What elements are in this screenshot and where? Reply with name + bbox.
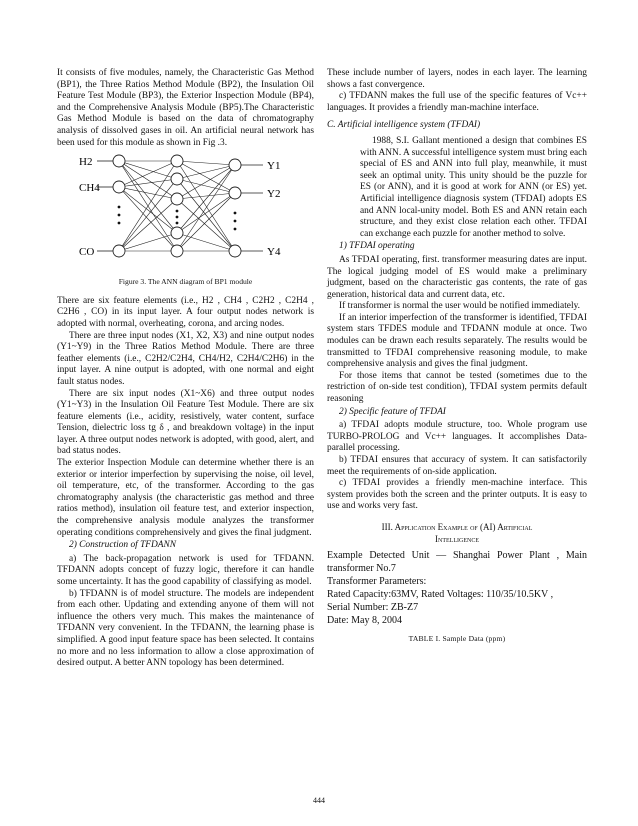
transformer-parameters: Transformer Parameters:: [327, 575, 427, 587]
connection-line: [177, 161, 235, 251]
right-column: [327, 68, 587, 645]
paragraph: It consists of five modules, namely, the Characteristic Gas Method (BP1), the Three Ratios Method Module (BP2), the Insulation Oil Feature Test Module (BP3), the Exterior Inspection Module (BP4), and the Comprehensive Analysis Module (BP5).The Characteristic Gas Method Module is based on the data of chromatography analysis of dissolved gases in oil. An artificial neural network has been used for this module as shown in Fig .3.: [57, 68, 314, 148]
paragraph: For those items that cannot be tested (sometimes due to the restriction of on-side test condition), TFDAI system permits default reasoning: [327, 370, 587, 405]
subsection-heading: 1) TFDAI operating: [339, 241, 415, 252]
ellipsis-dot: [118, 222, 121, 225]
ellipsis-dot: [118, 206, 121, 209]
paragraph: b) TFDAI ensures that accuracy of system. It can satisfactorily meet the requirements of on-side application.: [327, 455, 587, 477]
input-label-h2: H2: [79, 156, 93, 169]
input-label-ch4: CH4: [79, 182, 100, 195]
rated-capacity: Rated Capacity:63MV, Rated Voltages: 110/35/10.5KV ,: [327, 588, 554, 600]
date: Date: May 8, 2004: [327, 614, 402, 626]
paragraph: c) TFDANN makes the full use of the specific features of Vc++ languages. It provides a friendly man-machine interface.: [327, 91, 587, 113]
input-label-co: CO: [79, 246, 95, 259]
figure-3: [57, 149, 314, 272]
input-node: [113, 181, 125, 193]
paragraph: There are six input nodes (X1~X6) and three output nodes (Y1~Y3) in the Insulation Oil Feature Test Module. There are six feature elements (i.e., acidity, resistively, water content, surface Tension, dielectric loss tg δ , and breakdown voltage) in the input layer. A three output nodes network is adopted, with good, alert, and bad status nodes.: [57, 388, 314, 457]
example-unit: Example Detected Unit — Shanghai Power Plant , Main transformer No.7: [327, 549, 587, 574]
serial-number: Serial Number: ZB-Z7: [327, 601, 419, 613]
connection-line: [177, 165, 235, 251]
paragraph: The exterior Inspection Module can determine whether there is an exterior or interior imperfection by supervising the noise, oil level, oil temperature, etc, of the transformer. According to the gas chromatography analysis (the characteristic gas method and three ratios method), insulation oil feature test, and exterior inspection, the comprehensive analysis module analyzes the transformer operating conditions comprehensively and gives the final judgment.: [57, 458, 314, 538]
table-caption: TABLE I. Sample Data (ppm): [408, 633, 506, 643]
paragraph: a) The back-propagation network is used for TFDANN. TFDANN adopts concept of fuzzy logic, therefore it can handle some uncertainty. It has the good capability of classifying as model.: [57, 553, 314, 587]
section-heading: C. Artificial intelligence system (TFDAI): [327, 120, 481, 131]
paragraph: c) TFDAI provides a friendly men-machine interface. This system provides both the screen and the printer outputs. It is easy to use and works very fast.: [327, 478, 587, 512]
ellipsis-dot: [176, 222, 179, 225]
figure-caption: Figure 3. The ANN diagram of BP1 module: [118, 277, 253, 287]
connection-line: [177, 179, 235, 193]
subsection-heading: 2) Specific feature of TFDAI: [339, 406, 446, 417]
section-iii-line1: III. Application Example of (AI) Artificial: [381, 521, 533, 532]
ellipsis-dot: [118, 214, 121, 217]
paragraph: If transformer is normal the user would be notified immediately.: [339, 301, 580, 312]
ellipsis-dot: [234, 228, 237, 231]
ellipsis-dot: [176, 216, 179, 219]
output-label-y2: Y2: [267, 188, 281, 201]
hidden-node: [171, 173, 183, 185]
page-number: 444: [313, 796, 325, 805]
ellipsis-dot: [176, 210, 179, 213]
connection-line: [119, 187, 177, 233]
hidden-node: [171, 245, 183, 257]
paragraph: b) TFDANN is of model structure. The models are independent from each other. Updating and extending anyone of them will not influence the others very much. This makes the maintenance of TFDANN very convenient. In the TFDANN, the learning phase is simplified. A good input feature space has been selected. It contains no more and no less information to allow a close approximation of desired output. A better ANN topology has been determined.: [57, 588, 314, 669]
hidden-node: [171, 155, 183, 167]
subsection-heading: 2) Construction of TFDANN: [69, 540, 177, 551]
paragraph: If an interior imperfection of the transformer is identified, TFDAI system stars TFDES module and TFDANN module at once. Two modules can be drawn each results separately. The results would be transmitted to TFDAI comprehensive reasoning module, to make comprehensive analysis and gives the final judgment.: [327, 312, 587, 370]
output-node: [229, 159, 241, 171]
connection-line: [177, 179, 235, 251]
output-node: [229, 245, 241, 257]
output-label-y1: Y1: [267, 160, 281, 173]
connection-line: [119, 161, 177, 179]
paragraph: There are three input nodes (X1, X2, X3) and nine output nodes (Y1~Y9) in the Three Ratios Method Module. There are three feather elements (i.e., C2H2/C2H4, CH4/H2, C2H4/C2H6) in the input layer. A nine output is adopted, with one normal and eight fault status nodes.: [57, 330, 314, 387]
paragraph: 1988, S.I. Gallant mentioned a design that combines ES with ANN. A successful intelligence system must bring each special of ES and ANN into full play, meanwhile, it must seek an optimal unity. This unity should be the puzzle for ES (or ANN), and it is good at work for ANN (or ES) yet. Artificial intelligence diagnosis system (TFDAI) adopts ES and ANN local-unity model. Both ES and ANN retain each structure, and they exist close relation each other. TFDAI can exchange each puzzle for another method to solve.: [360, 135, 587, 239]
hidden-node: [171, 227, 183, 239]
connection-line: [177, 161, 235, 165]
connection-line: [177, 199, 235, 251]
paragraph: As TFDAI operating, first. transformer measuring dates are input. The logical judging model of ES would make a preliminary judgment, based on the characteristic gas contents, the rate of gas generation, historical data and current data, etc.: [327, 254, 587, 300]
connection-line: [119, 233, 177, 251]
hidden-node: [171, 193, 183, 205]
section-iii-heading: [327, 521, 587, 545]
output-label-y4: Y4: [267, 246, 281, 259]
input-node: [113, 155, 125, 167]
paragraph: There are six feature elements (i.e., H2 , CH4 , C2H2 , C2H4 , C2H6 , CO) in its input layer. A four output nodes network is adopted with normal, overheating, corona, and arcing nodes.: [57, 295, 314, 329]
section-iii-line2: Intelligence: [435, 533, 479, 544]
output-node: [229, 187, 241, 199]
paragraph: These include number of layers, nodes in each layer. The learning shows a fast convergence.: [327, 68, 587, 90]
left-column: [57, 68, 314, 670]
connection-line: [119, 199, 177, 251]
ann-diagram: [77, 151, 297, 271]
ellipsis-dot: [234, 212, 237, 215]
input-node: [113, 245, 125, 257]
ellipsis-dot: [234, 220, 237, 223]
paragraph: a) TFDAI adopts module structure, too. Whole program use TURBO-PROLOG and Vc++ languages. It accomplishes Data-parallel processing.: [327, 420, 587, 454]
connection-line: [119, 179, 177, 251]
